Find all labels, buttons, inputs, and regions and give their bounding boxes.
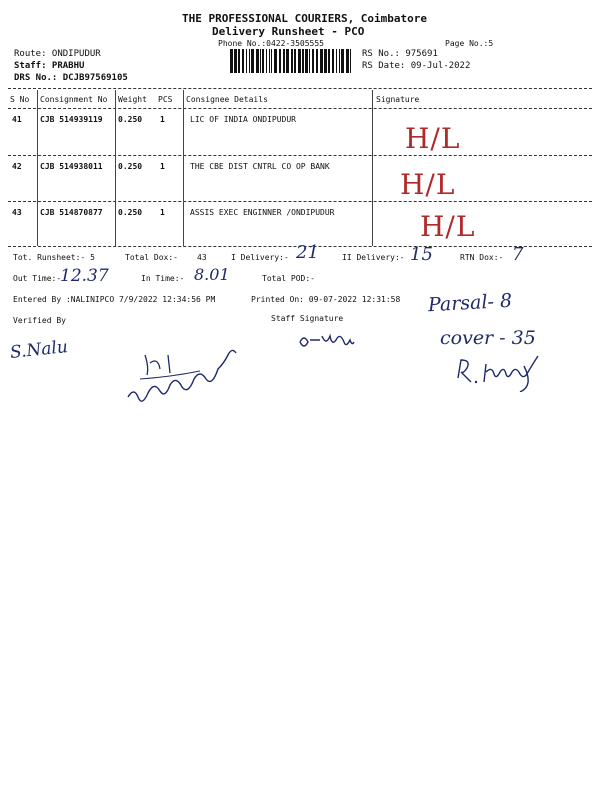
total-dox-value: 43	[197, 253, 207, 262]
row-pcs: 1	[160, 162, 165, 171]
out-time-label: Out Time:-	[13, 274, 62, 283]
staff-scribble-signature	[120, 345, 280, 405]
page-number: Page No.:5	[445, 39, 494, 48]
row-divider	[8, 155, 592, 156]
row-sno: 41	[12, 115, 22, 124]
entered-by: Entered By :NALINIPCO 7/9/2022 12:34:56 PM	[13, 295, 216, 304]
in-time-handwritten: 8.01	[194, 265, 230, 284]
document-title: Delivery Runsheet - PCO	[212, 25, 365, 38]
barcode	[230, 49, 354, 73]
total-dox-label: Total Dox:-	[125, 253, 178, 262]
row-consignment: CJB 514870877	[40, 208, 103, 217]
header-signature: Signature	[376, 95, 420, 104]
header-pcs: PCS	[158, 95, 173, 104]
row-pcs: 1	[160, 208, 165, 217]
column-divider	[183, 90, 184, 246]
header-bottom-rule	[8, 108, 592, 109]
ii-delivery-label: II Delivery:-	[342, 253, 405, 262]
row-consignment: CJB 514938011	[40, 162, 103, 171]
tot-runsheet: Tot. Runsheet:- 5	[13, 253, 95, 262]
header-sno: S No	[10, 95, 30, 104]
route-label: Route: ONDIPUDUR	[14, 49, 101, 59]
row-sno: 43	[12, 208, 22, 217]
parsal-note: Parsal- 8	[427, 289, 513, 317]
r-kumar-signature	[452, 352, 572, 392]
row-weight: 0.250	[118, 162, 143, 171]
total-pod-label: Total POD:-	[262, 274, 315, 283]
table-top-rule	[8, 88, 592, 89]
printed-on: Printed On: 09-07-2022 12:31:58	[251, 295, 401, 304]
row-consignee: ASSIS EXEC ENGINNER /ONDIPUDUR	[190, 208, 335, 217]
row-signature: H/L	[405, 122, 461, 155]
company-name: THE PROFESSIONAL COURIERS, Coimbatore	[182, 12, 428, 25]
rtn-dox-handwritten: 7	[512, 244, 524, 265]
row-signature: H/L	[400, 168, 456, 201]
rs-date: RS Date: 09-Jul-2022	[362, 61, 471, 71]
in-time-label: In Time:-	[141, 274, 185, 283]
row-consignee: LIC OF INDIA ONDIPUDUR	[190, 115, 296, 124]
column-divider	[115, 90, 116, 246]
row-signature: H/L	[420, 210, 476, 243]
rs-number: RS No.: 975691	[362, 49, 438, 59]
row-weight: 0.250	[118, 115, 143, 124]
staff-signature-mark	[296, 330, 366, 352]
phone-number: Phone No.:0422-3505555	[218, 39, 324, 48]
header-consignment: Consignment No	[40, 95, 108, 104]
drs-number: DRS No.: DCJB97569105	[14, 73, 128, 83]
ii-delivery-handwritten: 15	[410, 244, 433, 265]
header-consignee: Consignee Details	[186, 95, 268, 104]
row-weight: 0.250	[118, 208, 143, 217]
i-delivery-label: I Delivery:-	[231, 253, 289, 262]
row-sno: 42	[12, 162, 22, 171]
row-pcs: 1	[160, 115, 165, 124]
row-consignment: CJB 514939119	[40, 115, 103, 124]
row-consignee: THE CBE DIST CNTRL CO OP BANK	[190, 162, 330, 171]
staff-signature-label: Staff Signature	[271, 314, 344, 323]
rtn-dox-label: RTN Dox:-	[460, 253, 504, 262]
column-divider	[37, 90, 38, 246]
cover-note: cover - 35	[440, 327, 536, 349]
header-weight: Weight	[118, 95, 147, 104]
verifier-signature: S.Nalu	[9, 337, 69, 363]
verified-by-label: Verified By	[13, 316, 66, 325]
i-delivery-handwritten: 21	[296, 242, 319, 263]
out-time-handwritten: 12.37	[60, 266, 109, 286]
staff-label: Staff: PRABHU	[14, 61, 85, 71]
column-divider	[372, 90, 373, 246]
row-divider	[8, 201, 592, 202]
